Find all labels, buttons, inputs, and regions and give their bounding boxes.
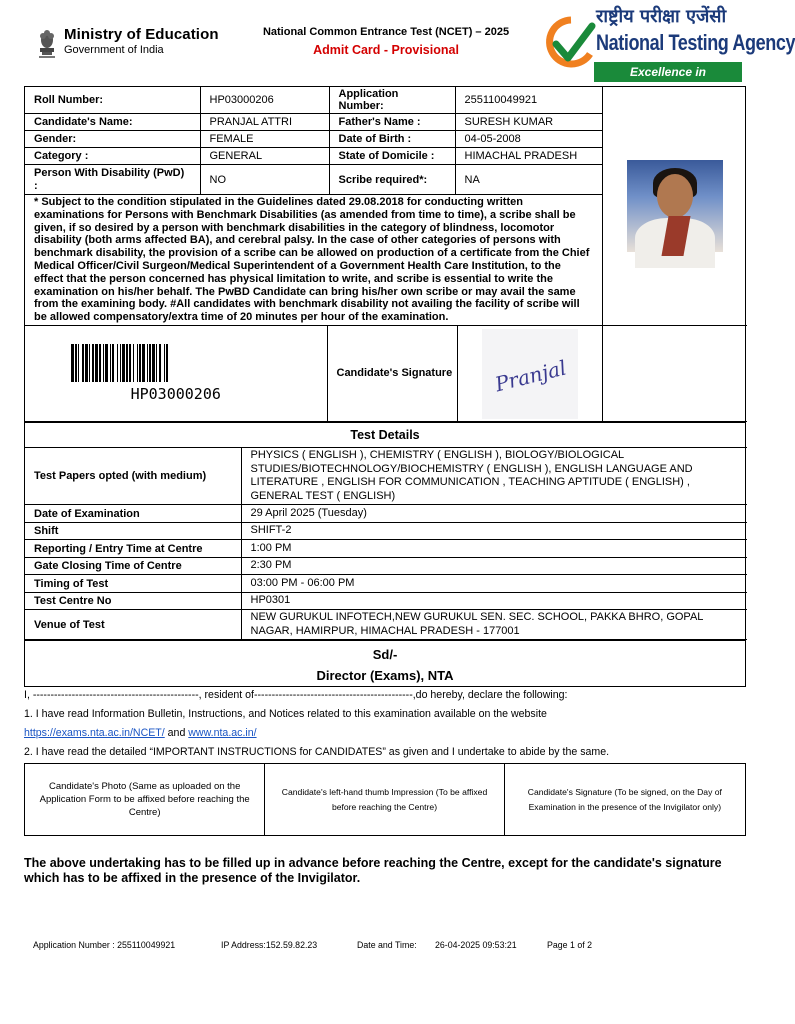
father-name-label: Father's Name : <box>329 114 455 131</box>
signatory-block <box>25 640 745 686</box>
test-detail-label: Reporting / Entry Time at Centre <box>25 540 241 558</box>
father-name-value: SURESH KUMAR <box>455 114 602 131</box>
candidate-signature-image <box>482 329 578 419</box>
table-row <box>25 505 747 523</box>
card-title: Admit Card - Provisional <box>313 43 459 57</box>
signature-label-cell <box>327 326 457 422</box>
barcode-image <box>71 344 327 382</box>
undertaking-note: The above undertaking has to be filled up in advance before reaching the Centre, except for the candidate's signature which has to be affixed in the presence of the Invigilator. <box>24 856 722 885</box>
affix-boxes <box>24 763 746 836</box>
test-detail-label: Date of Examination <box>25 505 241 523</box>
candidate-info-table <box>25 87 747 326</box>
test-detail-value: 03:00 PM - 06:00 PM <box>241 575 747 593</box>
footer-page-number: Page 1 of 2 <box>547 940 592 950</box>
ministry-title: Ministry of Education <box>64 26 219 43</box>
test-detail-label: Test Centre No <box>25 592 241 610</box>
nta-hindi-name: राष्ट्रीय परीक्षा एजेंसी <box>596 6 727 27</box>
footer-datetime-value: 26-04-2025 09:53:21 <box>435 940 517 950</box>
candidate-name-label: Candidate's Name: <box>25 114 200 131</box>
barcode-cell <box>25 326 327 422</box>
table-row <box>25 448 747 505</box>
test-detail-label: Test Papers opted (with medium) <box>25 448 241 505</box>
category-label: Category : <box>25 148 200 165</box>
candidate-name-value: PRANJAL ATTRI <box>200 114 329 131</box>
nta-website-link[interactable]: www.nta.ac.in/ <box>188 727 257 739</box>
test-detail-value: NEW GURUKUL INFOTECH,NEW GURUKUL SEN. SEC. SCHOOL, PAKKA BHRO, GOPAL NAGAR, HAMIRPUR, HIMACHAL PRADESH - 177001 <box>241 610 747 640</box>
declaration-line-2: 1. I have read Information Bulletin, Instructions, and Notices related to this examination available on the website <box>24 708 547 720</box>
admit-card-box <box>24 86 746 687</box>
ministry-subtitle: Government of India <box>64 44 164 56</box>
domicile-value: HIMACHAL PRADESH <box>455 148 602 165</box>
svg-text:Pranjal: Pranjal <box>492 355 569 397</box>
page-footer <box>33 940 592 950</box>
sd-line: Sd/- <box>372 647 398 663</box>
application-number-label: Application Number: <box>329 87 455 114</box>
exam-title: National Common Entrance Test (NCET) – 2025 <box>262 26 510 38</box>
candidate-photo-cell <box>602 87 747 325</box>
pwd-label: Person With Disability (PwD) : <box>25 165 200 195</box>
candidate-photo <box>627 160 723 252</box>
signature-scribble-icon <box>490 349 570 399</box>
signature-image-cell <box>457 326 602 422</box>
table-row <box>25 522 747 540</box>
application-number-value: 255110049921 <box>455 87 602 114</box>
test-details-table <box>25 447 747 640</box>
test-detail-label: Timing of Test <box>25 575 241 593</box>
declaration-line-3: 2. I have read the detailed “IMPORTANT INSTRUCTIONS for CANDIDATES” as given and I undertake to abide by the same. <box>24 746 610 758</box>
barcode-text: HP03000206 <box>130 385 221 404</box>
domicile-label: State of Domicile : <box>329 148 455 165</box>
ministry-logo <box>36 26 219 60</box>
footer-ip-address: IP Address:152.59.82.23 <box>221 940 318 950</box>
test-detail-value: 1:00 PM <box>241 540 747 558</box>
scribe-label: Scribe required*: <box>329 165 455 195</box>
pwd-scribe-notice: * Subject to the condition stipulated in the Guidelines dated 29.08.2018 for conducting written examinations for Persons with Benchmark Disabilities (as amended from time to time), a scribe shall be given, if so desired by a person with benchmark disabilities in the category of blindness, locomotor disability (both arms affected BA), and cerebral palsy. In the case of other categories of persons with benchmark disability, the provision of a scribe can be allowed on production of a certificate from the Chief Medical Officer/Civil Surgeon/Medical Superintendent of a Government Health Care Institution, to the effect that the person concerned has physical limitation to write, and scribe is essential to write the examination on his/her behalf. The PwBD Candidate can bring his/her own scribe or may avail the same from the examining body. #All candidates with benchmark disability not availing the facility of scribe will be allowed compensatory/extra time of 20 minutes per hour of the examination. <box>25 195 602 326</box>
table-row <box>25 557 747 575</box>
nta-tagline: Excellence in Assessment <box>594 62 742 82</box>
empty-cell <box>602 326 747 422</box>
test-detail-value: 29 April 2025 (Tuesday) <box>241 505 747 523</box>
dob-value: 04-05-2008 <box>455 131 602 148</box>
table-row <box>25 610 747 640</box>
national-emblem-icon <box>36 26 58 60</box>
roll-number-label: Roll Number: <box>25 87 200 114</box>
test-detail-label: Venue of Test <box>25 610 241 640</box>
page-header <box>0 0 795 99</box>
director-line: Director (Exams), NTA <box>316 668 454 684</box>
exam-title-block <box>236 26 536 57</box>
roll-number-value: HP03000206 <box>200 87 329 114</box>
table-row <box>25 575 747 593</box>
thumb-impression-box: Candidate's left-hand thumb Impression (To be affixed before reaching the Centre) <box>265 764 504 835</box>
signature-label: Candidate's Signature <box>336 367 453 380</box>
footer-application-number: Application Number : 255110049921 <box>33 940 176 950</box>
nta-checkmark-icon <box>546 14 596 76</box>
footer-datetime-label: Date and Time: <box>357 940 417 950</box>
test-detail-label: Shift <box>25 522 241 540</box>
barcode-signature-row <box>25 326 747 423</box>
ncet-exam-link[interactable]: https://exams.nta.ac.in/NCET/ <box>24 727 165 739</box>
test-detail-label: Gate Closing Time of Centre <box>25 557 241 575</box>
gender-value: FEMALE <box>200 131 329 148</box>
test-detail-value: PHYSICS ( ENGLISH ), CHEMISTRY ( ENGLISH ), BIOLOGY/BIOLOGICAL STUDIES/BIOTECHNOLOGY/BIOCHEMISTRY ( ENGLISH ), ENGLISH LANGUAGE AND LITERATURE , ENGLISH FOR COMMUNICATION , TEACHING APTITUDE ( ENGLISH) , GENERAL TEST ( ENGLISH) <box>241 448 747 505</box>
and-text: and <box>164 727 189 739</box>
table-row <box>25 540 747 558</box>
dob-label: Date of Birth : <box>329 131 455 148</box>
test-detail-value: HP0301 <box>241 592 747 610</box>
declaration-links <box>24 724 746 743</box>
table-row <box>25 87 747 114</box>
signature-box: Candidate's Signature (To be signed, on the Day of Examination in the presence of the Invigilator only) <box>527 786 722 812</box>
scribe-value: NA <box>455 165 602 195</box>
category-value: GENERAL <box>200 148 329 165</box>
test-detail-value: 2:30 PM <box>241 557 747 575</box>
pwd-value: NO <box>200 165 329 195</box>
test-details-title: Test Details <box>25 422 745 447</box>
declaration <box>24 686 746 762</box>
declaration-line-1: I, -----------------------------------------------, resident of---------------------------------------------,do hereby, declare the following: <box>24 689 568 701</box>
nta-logo <box>546 4 795 99</box>
photo-affix-box: Candidate's Photo (Same as uploaded on the Application Form to be affixed before reaching the Centre) <box>25 764 265 835</box>
test-detail-value: SHIFT-2 <box>241 522 747 540</box>
nta-english-name: National Testing Agency <box>596 30 795 55</box>
table-row <box>25 592 747 610</box>
gender-label: Gender: <box>25 131 200 148</box>
